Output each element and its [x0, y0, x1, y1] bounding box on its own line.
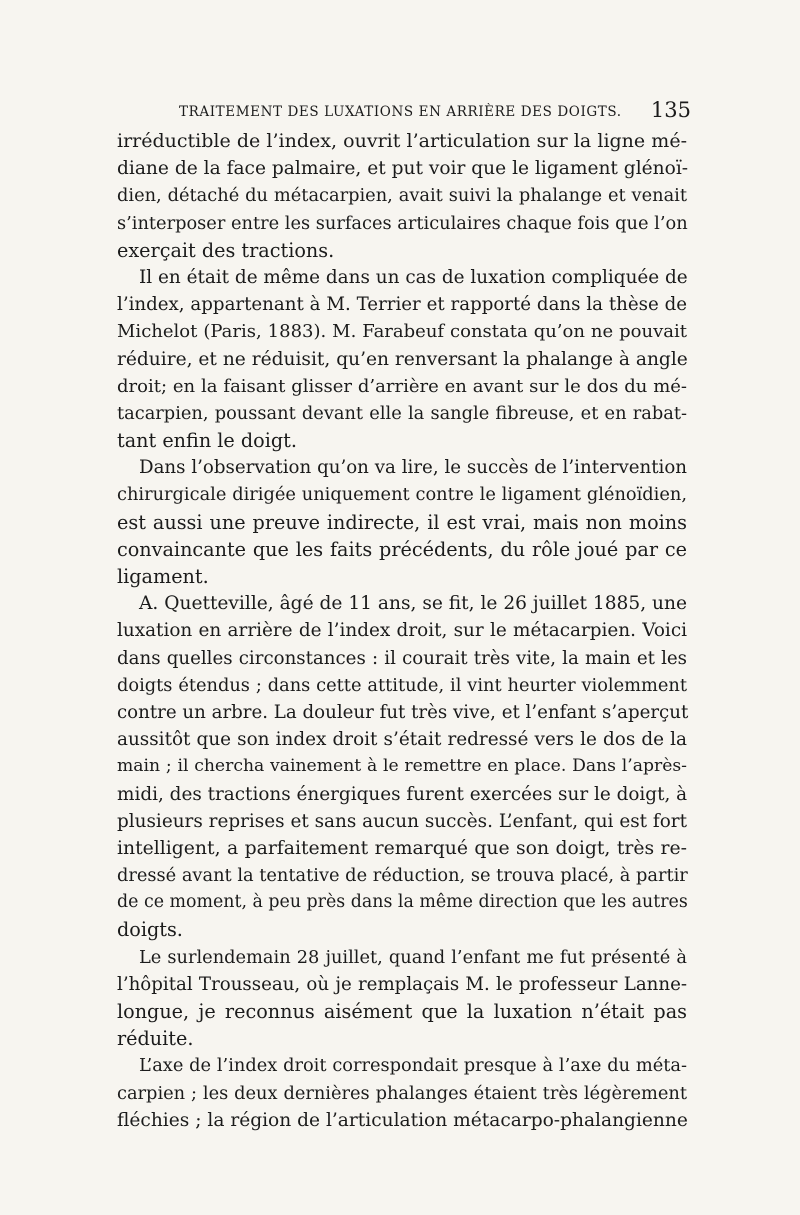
text-line: plusieurs reprises et sans aucun succès. L’enfant, qui est fort	[117, 810, 687, 832]
text-line: droit; en la faisant glisser d’arrière en avant sur le dos du mé-	[117, 375, 687, 397]
page-number: 135	[650, 98, 691, 122]
text-line: s’interposer entre les surfaces articulaires chaque fois que l’on	[117, 212, 688, 234]
text-line: tacarpien, poussant devant elle la sangle fibreuse, et en rabat-	[117, 402, 687, 424]
text-line: Il en était de même dans un cas de luxation compliquée de	[139, 266, 688, 288]
text-line: l’hôpital Trousseau, où je remplaçais M. le professeur Lanne-	[117, 973, 687, 995]
text-line: contre un arbre. La douleur fut très vive, et l’enfant s’aperçut	[117, 701, 689, 723]
text-line: est aussi une preuve indirecte, il est vrai, mais non moins	[117, 510, 687, 534]
running-title: TRAITEMENT DES LUXATIONS EN ARRIÈRE DES DOIGTS.	[179, 104, 622, 120]
text-line: main ; il chercha vainement à le remettre en place. Dans l’après-	[117, 756, 687, 777]
text-line: chirurgicale dirigée uniquement contre le ligament glénoïdien,	[117, 484, 687, 506]
text-line: réduite.	[117, 1027, 194, 1051]
text-line: de ce moment, à peu près dans la même direction que les autres	[117, 892, 688, 913]
text-line: réduire, et ne réduisit, qu’en renversant la phalange à angle	[117, 348, 688, 370]
text-line: luxation en arrière de l’index droit, sur le métacarpien. Voici	[117, 620, 687, 642]
text-line: irréductible de l’index, ouvrit l’articulation sur la ligne mé-	[117, 130, 687, 152]
text-line: A. Quetteville, âgé de 11 ans, se fit, le 26 juillet 1885, une	[139, 593, 687, 615]
text-line: carpien ; les deux dernières phalanges étaient très légèrement	[117, 1082, 687, 1104]
body-text	[117, 128, 687, 1134]
text-line: dressé avant la tentative de réduction, se trouva placé, à partir	[117, 865, 688, 887]
text-line: midi, des tractions énergiques furent exercées sur le doigt, à	[117, 783, 688, 805]
text-line: intelligent, a parfaitement remarqué que son doigt, très re-	[117, 837, 687, 859]
text-line: Le surlendemain 28 juillet, quand l’enfant me fut présenté à	[139, 946, 687, 968]
text-line: Michelot (Paris, 1883). M. Farabeuf constata qu’on ne pouvait	[117, 321, 687, 343]
text-line: doigts.	[117, 918, 183, 942]
text-line: l’index, appartenant à M. Terrier et rapporté dans la thèse de	[117, 294, 687, 316]
text-line: ligament.	[117, 565, 209, 588]
text-line: L’axe de l’index droit correspondait presque à l’axe du méta-	[139, 1055, 687, 1077]
running-head	[117, 98, 691, 124]
text-line: doigts étendus ; dans cette attitude, il vint heurter violemment	[117, 674, 687, 696]
text-line: longue, je reconnus aisément que la luxation n’était pas	[117, 1000, 687, 1023]
text-line: dans quelles circonstances : il courait très vite, la main et les	[117, 647, 687, 669]
text-line: aussitôt que son index droit s’était redressé vers le dos de la	[117, 729, 687, 751]
text-line: fléchies ; la région de l’articulation métacarpo-phalangienne	[117, 1109, 688, 1131]
text-line: exerçait des tractions.	[117, 238, 335, 262]
text-line: dien, détaché du métacarpien, avait suivi la phalange et venait	[117, 185, 687, 207]
text-line: Dans l’observation qu’on va lire, le succès de l’intervention	[139, 457, 687, 479]
text-line: diane de la face palmaire, et put voir que le ligament glénoï-	[117, 158, 689, 180]
text-line: convaincante que les faits précédents, du rôle joué par ce	[117, 537, 687, 561]
text-line: tant enfin le doigt.	[117, 429, 297, 453]
